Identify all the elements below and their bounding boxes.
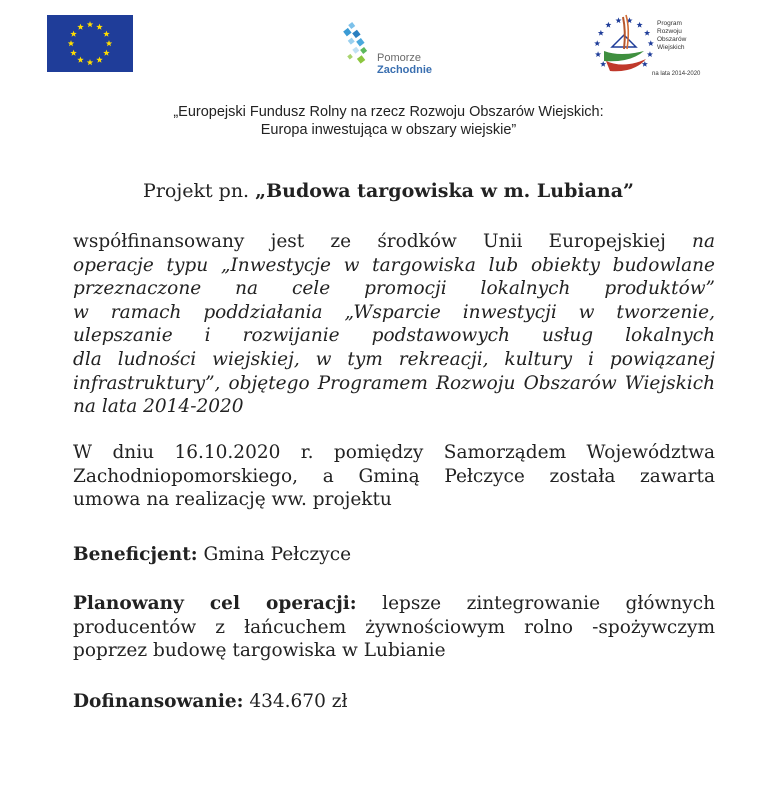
funding-value: 434.670 zł xyxy=(243,691,348,712)
agreement-line-2: Zachodniopomorskiego, a Gminą Pełczyce została zawarta xyxy=(73,465,715,487)
prow-star-icon xyxy=(605,22,611,28)
pomorze-zachodnie-logo xyxy=(333,14,438,79)
prow-line-3: Obszarów xyxy=(657,36,687,43)
tagline-line-2: Europa inwestująca w obszary wiejskie” xyxy=(260,122,517,138)
prow-star-icon xyxy=(595,51,601,57)
prow-star-icon xyxy=(648,40,654,46)
funding-label: Dofinansowanie: xyxy=(73,691,244,712)
prow-star-icon xyxy=(647,51,653,57)
agreement-line-3: umowa na realizację ww. projektu xyxy=(73,489,392,511)
intro-line-6: dla ludności wiejskiej, w tym rekreacji, kultury i powiązanej xyxy=(73,348,715,370)
intro-line-2: operacje typu „Inwestycje w targowiska lub obiekty budowlane xyxy=(73,254,715,276)
goal-line-1: Planowany cel operacji: lepsze zintegrowanie głównych xyxy=(73,593,715,614)
prow-star-icon xyxy=(644,30,650,36)
prow-star-icon xyxy=(600,61,606,67)
goal-line-3: poprzez budowę targowiska w Lubianie xyxy=(73,640,446,662)
beneficiary-value: Gmina Pełczyce xyxy=(197,544,352,565)
tagline-line-1: „Europejski Fundusz Rolny na rzecz Rozwoju Obszarów Wiejskich: xyxy=(173,104,604,120)
project-prefix: Projekt pn. xyxy=(143,180,256,202)
beneficiary-label: Beneficjent: xyxy=(73,544,198,565)
prow-star-icon xyxy=(637,22,643,28)
prow-line-1: Program xyxy=(657,20,682,27)
prow-star-icon xyxy=(594,40,600,46)
agreement-paragraph xyxy=(73,441,715,512)
prow-star-icon xyxy=(598,30,604,36)
intro-line-7: infrastruktury”, objętego Programem Rozwoju Obszarów Wiejskich xyxy=(73,372,715,394)
intro-line-4: w ramach poddziałania „Wsparcie inwestycji w tworzenie, xyxy=(73,301,715,323)
intro-line-5: ulepszanie i rozwijanie podstawowych usług lokalnych xyxy=(73,325,715,347)
eu-flag-icon xyxy=(47,15,133,72)
prow-line-4: Wiejskich xyxy=(657,44,685,51)
funding xyxy=(73,690,715,714)
prow-star-icon xyxy=(615,17,621,23)
goal-paragraph xyxy=(73,592,715,663)
intro-line-8: na lata 2014-2020 xyxy=(73,396,244,418)
goal-line-2: producentów z łańcuchem żywnościowym rolno -spożywczym xyxy=(73,616,715,638)
agreement-line-1: W dniu 16.10.2020 r. pomiędzy Samorządem Województwa xyxy=(73,442,715,463)
intro-line-1: współfinansowany jest ze środków Unii Europejskiej na xyxy=(73,231,715,252)
prow-logo xyxy=(590,11,715,81)
zachodnie-label: Zachodnie xyxy=(377,64,433,76)
project-title xyxy=(0,180,777,202)
beneficiary xyxy=(73,543,715,567)
project-name: „Budowa targowiska w m. Lubiana” xyxy=(255,180,634,202)
intro-paragraph xyxy=(73,230,715,419)
prow-line-2: Rozwoju xyxy=(657,28,682,35)
intro-line-3: przeznaczone na cele promocji lokalnych produktów” xyxy=(73,278,715,300)
pomorze-label: Pomorze xyxy=(377,52,422,64)
prow-period: na lata 2014-2020 xyxy=(652,71,701,77)
